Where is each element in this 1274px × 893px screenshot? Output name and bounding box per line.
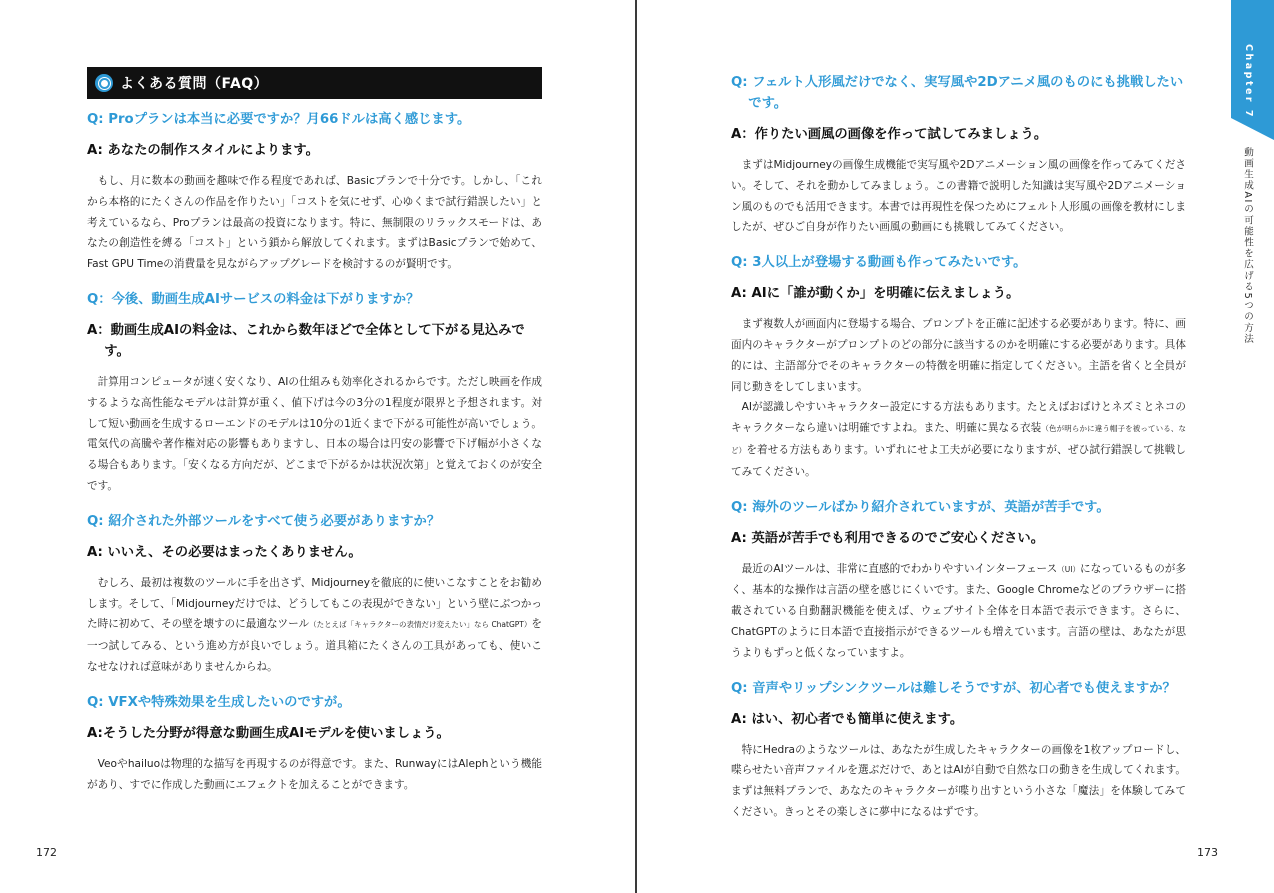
faq-body-note: （たとえば「キャラクターの表情だけ変えたい」なら ChatGPT） — [309, 620, 532, 630]
chapter-tab-point — [1231, 118, 1274, 140]
faq-answer: A: AIに「誰が動くか」を明確に伝えましょう。 — [731, 286, 1020, 302]
faq-answer: A: あなたの制作スタイルによります。 — [87, 143, 319, 158]
left-page — [0, 0, 636, 893]
faq-question: Q：今後、動画生成AIサービスの料金は下がりますか？ — [87, 291, 420, 307]
faq-body-text: AIが認識しやすいキャラクター設定にする方法もあります。たとえばおばけとネズミとネコのキャラクターなら違いは明確ですよね。また、明確に異なる衣装 — [731, 401, 1186, 435]
faq-question: Q: 海外のツールばかり紹介されていますが、英語が苦手です。 — [731, 499, 1110, 515]
faq-body-text: むしろ、最初は複数のツールに手を出さず、Midjourneyを徹底的に使いこなすことをお勧めします。そして、「Midjourneyだけでは、どうしてもこの表現ができない」という壁にぶつかった時に初めて、その壁を壊すのに最適なツール — [87, 576, 542, 631]
faq-answer: A: はい、初心者でも簡単に使えます。 — [731, 711, 964, 727]
page-number: 173 — [1197, 846, 1218, 859]
faq-body-note: （UI） — [1057, 564, 1080, 574]
faq-body — [731, 559, 1186, 664]
faq-body: もし、月に数本の動画を趣味で作る程度であれば、Basicプランで十分です。しかし、「これから本格的にたくさんの作品を作りたい」「コストを気にせず、心ゆくまで試行錯誤したい」と考えているなら、Proプランは最高の投資になります。特に、無制限のリラックスモードは、あなたの創造性を縛る「コスト」という鎖から解放してくれます。まずはBasicプランで始めて、Fast GPU Timeの消費量を見ながらアップグレードを検討するのが賢明です。 — [87, 175, 542, 271]
faq-answer: A: いいえ、その必要はまったくありません。 — [87, 544, 362, 560]
faq-question: Q: Proプランは本当に必要ですか？月66ドルは高く感じます。 — [87, 112, 471, 127]
faq-body-text: を一つ試してみる、という進め方が良いでしょう。道具箱にたくさんの工具があっても、使いこなせなければ意味がありませんからね。 — [87, 618, 542, 673]
right-page — [637, 0, 1274, 893]
faq-body — [87, 573, 542, 678]
faq-answer: A：作りたい画風の画像を作って試してみましょう。 — [731, 127, 1048, 142]
page-number: 172 — [36, 846, 57, 859]
faq-body — [731, 397, 1186, 482]
faq-body: Veoやhailuoは物理的な描写を再現するのが得意です。また、RunwayにはAlephという機能があり、すでに作成した動画にエフェクトを加えることができます。 — [87, 757, 542, 791]
left-column — [87, 67, 542, 809]
faq-question: Q: 3人以上が登場する動画も作ってみたいです。 — [731, 255, 1027, 271]
right-column — [731, 62, 1186, 837]
faq-answer: A：動画生成AIの料金は、これから数年ほどで全体として下がる見込みです。 — [87, 322, 525, 359]
faq-body-note: （色が明らかに違う帽子を被っている、など） — [731, 424, 1186, 455]
chapter-title: 動画生成AIの可能性を広げる5つの方法 — [1242, 147, 1253, 345]
faq-body: まずはMidjourneyの画像生成機能で実写風や2Dアニメーション風の画像を作ってみてください。そして、それを動かしてみましょう。この書籍で説明した知識は実写風や2Dアニメーション風のものでも活用できます。本書では再現性を保つためにフェルト人形風の画像を教材にしましたが、ぜひご自身が作りたい画風の動画にも挑戦してみてください。 — [731, 159, 1186, 234]
faq-header-title: よくある質問（FAQ） — [120, 76, 269, 92]
faq-body: まず複数人が画面内に登場する場合、プロンプトを正確に記述する必要があります。特に、画面内のキャラクターがプロンプトのどの部分に該当するのかを明確にする必要があります。具体的には、主語部分でそのキャラクターの特徴を明確に指定してください。主語を省くと全員が同じ動きをしてしまいます。 — [731, 318, 1186, 393]
faq-question: Q: 音声やリップシンクツールは難しそうですが、初心者でも使えますか？ — [731, 680, 1176, 696]
faq-question: Q: VFXや特殊効果を生成したいのですが。 — [87, 694, 351, 710]
faq-answer: A:そうした分野が得意な動画生成AIモデルを使いましょう。 — [87, 725, 450, 741]
faq-body-text: になっているものが多く、基本的な操作は言語の壁を感じにくいです。また、Google Chromeなどのブラウザーに搭載されている自動翻訳機能を使えば、ウェブサイト全体を日本語で表示できます。さらに、ChatGPTのように日本語で直接指示ができるツールも増えています。言語の壁は、あなたが思うよりもずっと低くなっていますよ。 — [731, 562, 1186, 659]
faq-body: 特にHedraのようなツールは、あなたが生成したキャラクターの画像を1枚アップロードし、喋らせたい音声ファイルを選ぶだけで、あとはAIが自動で自然な口の動きを生成してくれます。まずは無料プランで、あなたのキャラクターが喋り出すという小さな「魔法」を体験してみてください。きっとその楽しさに夢中になるはずです。 — [731, 743, 1186, 818]
faq-question: Q: 紹介された外部ツールをすべて使う必要がありますか？ — [87, 513, 441, 529]
faq-body: 計算用コンピュータが速く安くなり、AIの仕組みも効率化されるからです。ただし映画を作成するような高性能なモデルは計算が重く、値下げは今の3分の1程度が限界と予想されます。対して短い動画を生成するローエンドのモデルは10分の1近くまで下がる可能性が高いでしょう。電気代の高騰や著作権対応の影響もありますし、日本の場合は円安の影響で下げ幅が小さくなる場合もあります。「安くなる方向だが、どこまで下がるかは状況次第」と覚えておくのが安全です。 — [87, 375, 542, 492]
faq-body-text: を着せる方法もあります。いずれにせよ工夫が必要になりますが、ぜひ試行錯誤して挑戦してみてください。 — [731, 443, 1186, 478]
faq-answer: A: 英語が苦手でも利用できるのでご安心ください。 — [731, 530, 1045, 546]
circle-bullet-icon — [95, 74, 113, 92]
faq-section-header — [87, 67, 542, 99]
faq-body-text: 最近のAIツールは、非常に直感的でわかりやすいインターフェース — [741, 562, 1058, 575]
chapter-label: Chapter 7 — [1243, 44, 1254, 120]
faq-question: Q: フェルト人形風だけでなく、実写風や2Dアニメ風のものにも挑戦したいです。 — [731, 75, 1184, 111]
